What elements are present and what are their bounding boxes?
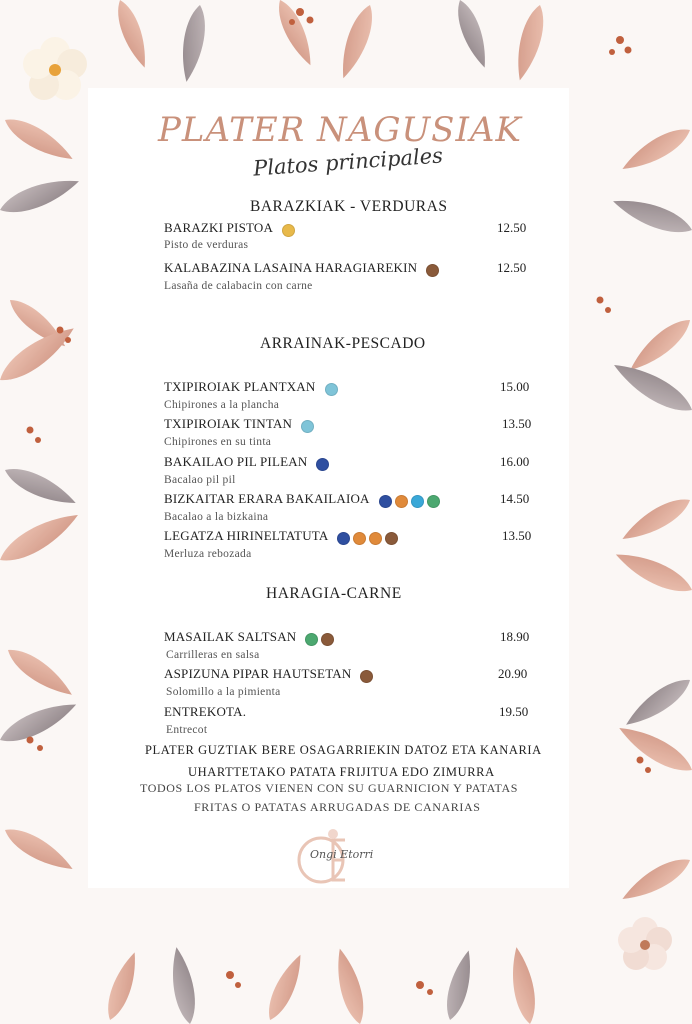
allergen-icon	[395, 495, 408, 508]
allergen-icons	[423, 261, 439, 277]
allergen-icon	[411, 495, 424, 508]
logo-text: Ongi Etorri	[310, 848, 374, 861]
allergen-icons	[313, 455, 329, 471]
allergen-icon	[385, 532, 398, 545]
allergen-icons	[302, 630, 334, 646]
dish-description: Chipirones a la plancha	[164, 399, 280, 411]
allergen-icon	[325, 383, 338, 396]
dish-description: Entrecot	[166, 724, 208, 736]
allergen-icon	[353, 532, 366, 545]
allergen-icon	[379, 495, 392, 508]
dish-description: Bacalao a la bizkaina	[164, 511, 269, 523]
dish-price: 12.50	[497, 220, 527, 235]
dish-description: Solomillo a la pimienta	[166, 686, 281, 698]
section-heading: ARRAINAK-PESCADO	[260, 335, 426, 352]
allergen-icons	[357, 667, 373, 683]
dish-name: ENTREKOTA.	[164, 704, 247, 719]
dish-price: 19.50	[499, 704, 529, 719]
dish-name: KALABAZINA LASAINA HARAGIAREKIN	[164, 260, 439, 277]
dish-name: ASPIZUNA PIPAR HAUTSETAN	[164, 666, 373, 683]
dish-name: TXIPIROIAK PLANTXAN	[164, 379, 338, 396]
dish-price: 13.50	[502, 528, 532, 543]
garnish-note-es-line2: FRITAS O PATATAS ARRUGADAS DE CANARIAS	[194, 800, 481, 814]
allergen-icon	[337, 532, 350, 545]
dish-description: Lasaña de calabacin con carne	[164, 280, 313, 292]
page-subtitle: Platos principales	[252, 143, 444, 181]
section-heading: BARAZKIAK - VERDURAS	[250, 198, 448, 215]
allergen-icon	[426, 264, 439, 277]
allergen-icons	[334, 529, 398, 545]
dish-description: Carrilleras en salsa	[166, 649, 260, 661]
dish-price: 15.00	[500, 379, 530, 394]
page-title: PLATER NAGUSIAK	[158, 110, 522, 150]
dish-price: 14.50	[500, 491, 530, 506]
allergen-icons	[322, 380, 338, 396]
allergen-icon	[282, 224, 295, 237]
allergen-icon	[360, 670, 373, 683]
menu-card	[88, 88, 569, 888]
section-heading: HARAGIA-CARNE	[266, 585, 402, 602]
allergen-icon	[301, 420, 314, 433]
dish-name: TXIPIROIAK TINTAN	[164, 416, 314, 433]
dish-description: Bacalao pil pil	[164, 474, 236, 486]
dish-price: 16.00	[500, 454, 530, 469]
garnish-note-eu-line1: PLATER GUZTIAK BERE OSAGARRIEKIN DATOZ ETA KANARIA	[145, 743, 542, 757]
allergen-icon	[321, 633, 334, 646]
garnish-note-es-line1: TODOS LOS PLATOS VIENEN CON SU GUARNICION Y PATATAS	[140, 781, 519, 795]
dish-name: BAKAILAO PIL PILEAN	[164, 454, 329, 471]
dish-description: Chipirones en su tinta	[164, 436, 272, 448]
allergen-icons	[279, 221, 295, 237]
allergen-icons	[298, 417, 314, 433]
dish-price: 20.90	[498, 666, 528, 681]
allergen-icon	[316, 458, 329, 471]
dish-price: 18.90	[500, 629, 530, 644]
dish-name: LEGATZA HIRINELTATUTA	[164, 528, 398, 545]
allergen-icons	[376, 492, 440, 508]
allergen-icon	[305, 633, 318, 646]
dish-name: BARAZKI PISTOA	[164, 220, 295, 237]
dish-price: 13.50	[502, 416, 532, 431]
dish-name: MASAILAK SALTSAN	[164, 629, 334, 646]
dish-price: 12.50	[497, 260, 527, 275]
allergen-icon	[427, 495, 440, 508]
allergen-icon	[369, 532, 382, 545]
dish-description: Merluza rebozada	[164, 548, 252, 560]
dish-description: Pisto de verduras	[164, 239, 249, 251]
dish-name: BIZKAITAR ERARA BAKAILAIOA	[164, 491, 440, 508]
garnish-note-eu-line2: UHARTTETAKO PATATA FRIJITUA EDO ZIMURRA	[188, 765, 495, 779]
